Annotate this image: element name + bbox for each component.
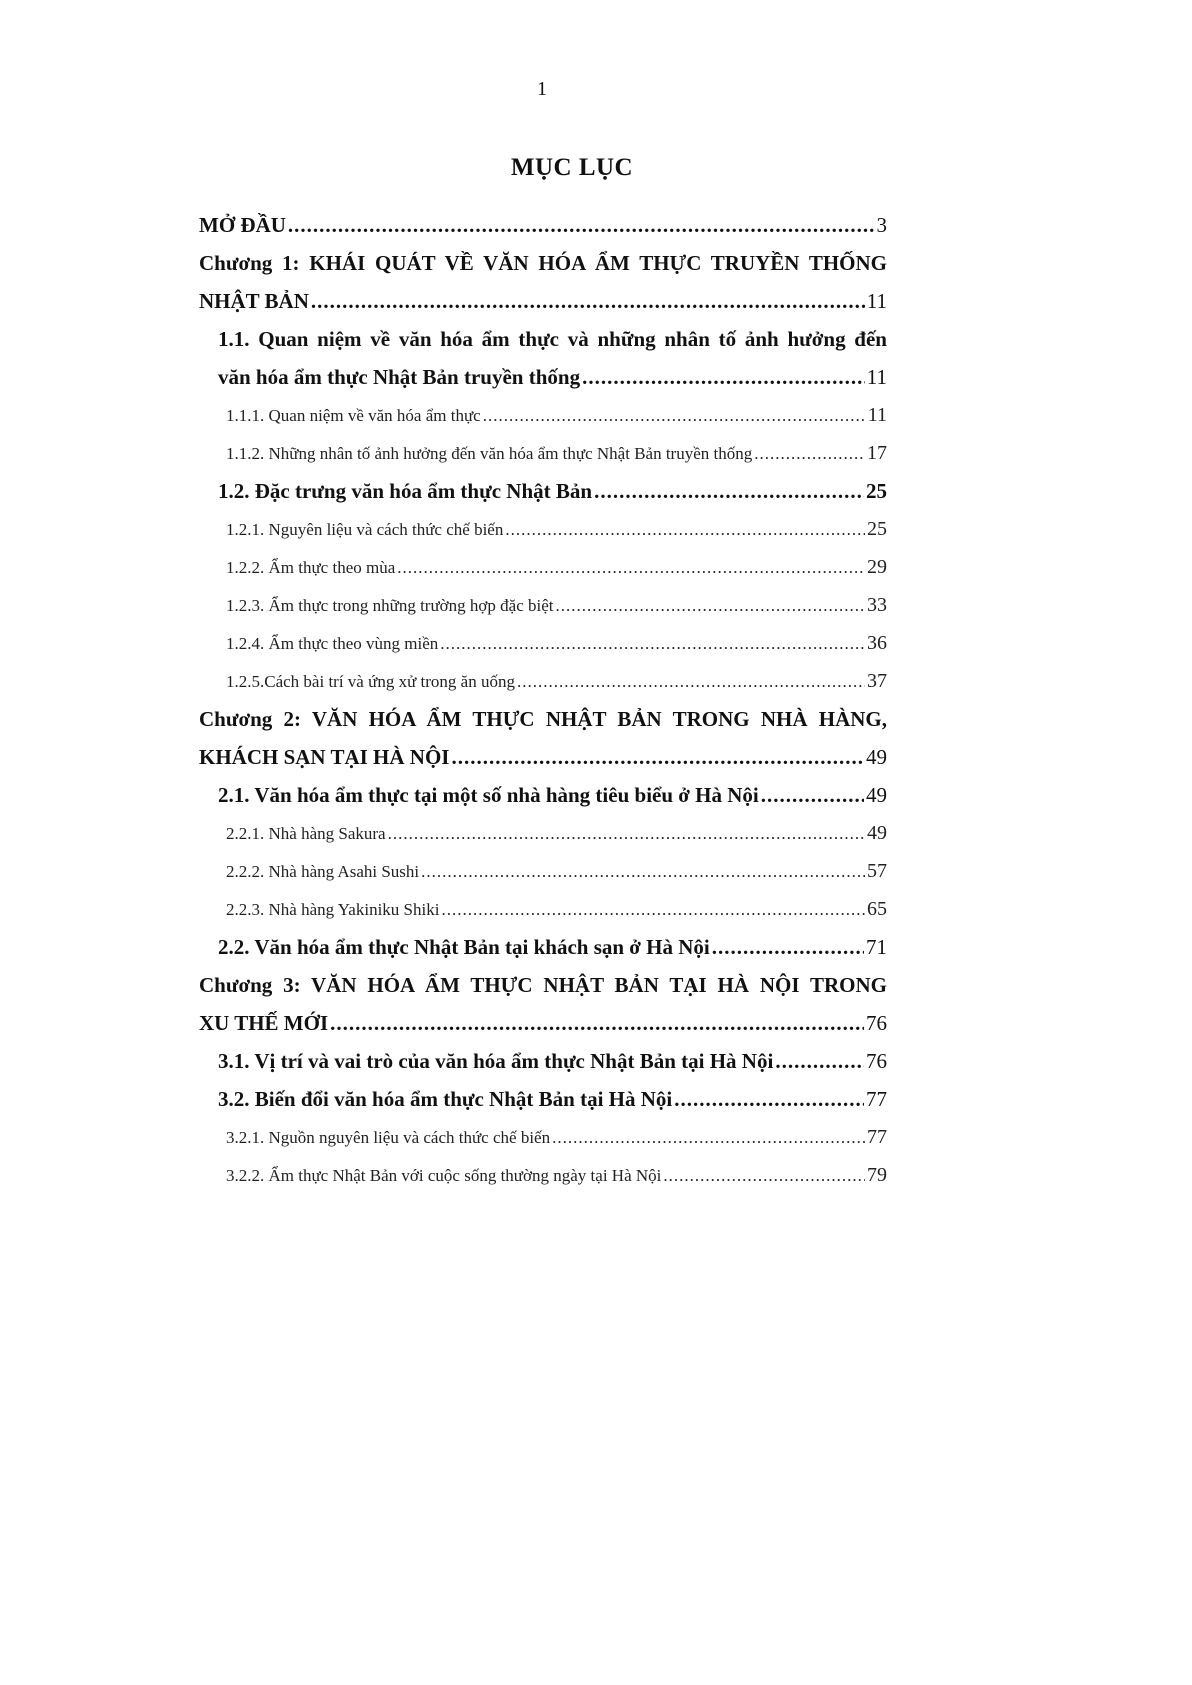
toc-entry-page-number: 49 [867, 822, 887, 844]
dot-leader [552, 1119, 865, 1157]
toc-entry-title-line: Chương 1: KHÁI QUÁT VỀ VĂN HÓA ẨM THỰC TRUYỀN THỐNG [199, 251, 887, 275]
toc-entry-page-number: 49 [866, 783, 887, 807]
toc-entry[interactable] [199, 586, 887, 624]
toc-entry-line [226, 548, 887, 586]
table-of-contents [199, 206, 887, 1194]
toc-entry-line [226, 586, 887, 624]
toc-entry-title-line: Chương 3: VĂN HÓA ẨM THỰC NHẬT BẢN TẠI HÀ NỘI TRONG [199, 973, 887, 997]
page-number: 1 [537, 78, 547, 100]
toc-entry[interactable] [199, 1156, 887, 1194]
toc-entry[interactable] [199, 1118, 887, 1156]
toc-entry-title: 1.2.1. Nguyên liệu và cách thức chế biến [226, 520, 504, 539]
toc-entry-line [226, 662, 887, 700]
toc-entry[interactable] [199, 434, 887, 472]
toc-entry-page-number: 11 [867, 404, 887, 426]
toc-entry-page-number: 11 [866, 365, 887, 389]
dot-leader [775, 1042, 864, 1080]
toc-entry[interactable] [199, 662, 887, 700]
toc-entry-page-number: 76 [866, 1049, 887, 1073]
toc-entry-page-number: 17 [867, 442, 887, 464]
toc-entry-page-number: 71 [866, 935, 887, 959]
dot-leader [330, 1004, 864, 1042]
toc-entry-title: 1.2.4. Ẩm thực theo vùng miền [226, 634, 439, 653]
dot-leader [754, 435, 865, 473]
toc-title: MỤC LỤC [510, 154, 634, 181]
toc-entry[interactable] [199, 890, 887, 928]
toc-entry-line [218, 1042, 887, 1080]
toc-entry-title: văn hóa ẩm thực Nhật Bản truyền thống [218, 365, 581, 389]
toc-entry-line [226, 1118, 887, 1156]
toc-entry-line [199, 282, 887, 320]
toc-entry-title: 2.2.1. Nhà hàng Sakura [226, 824, 386, 843]
dot-leader [421, 853, 865, 891]
toc-entry-title: 1.2. Đặc trưng văn hóa ẩm thực Nhật Bản [218, 479, 593, 503]
toc-entry-line [199, 738, 887, 776]
toc-entry[interactable] [199, 396, 887, 434]
toc-entry-title: 2.2. Văn hóa ẩm thực Nhật Bản tại khách sạn ở Hà Nội [218, 935, 710, 959]
toc-entry-line [226, 434, 887, 472]
toc-entry-page-number: 33 [867, 594, 887, 616]
toc-entry-page-number: 36 [867, 632, 887, 654]
dot-leader [761, 776, 864, 814]
toc-entry-title: 3.1. Vị trí và vai trò của văn hóa ẩm thực Nhật Bản tại Hà Nội [218, 1049, 774, 1073]
toc-entry-title: 2.2.2. Nhà hàng Asahi Sushi [226, 862, 420, 881]
dot-leader [288, 206, 875, 244]
toc-entry[interactable] [199, 320, 887, 396]
toc-entry-line [226, 510, 887, 548]
toc-entry-line [226, 396, 887, 434]
toc-entry-page-number: 77 [867, 1126, 887, 1148]
toc-entry-title: 1.1.2. Những nhân tố ảnh hưởng đến văn hóa ẩm thực Nhật Bản truyền thống [226, 444, 753, 463]
toc-entry[interactable] [199, 510, 887, 548]
toc-entry-page-number: 65 [867, 898, 887, 920]
dot-leader [663, 1157, 865, 1195]
dot-leader [582, 358, 865, 396]
toc-entry-page-number: 57 [867, 860, 887, 882]
toc-entry[interactable] [199, 624, 887, 662]
dot-leader [556, 587, 866, 625]
toc-entry-title: KHÁCH SẠN TẠI HÀ NỘI [199, 745, 450, 769]
toc-entry-line [218, 1080, 887, 1118]
toc-entry[interactable] [199, 1080, 887, 1118]
dot-leader [388, 815, 865, 853]
toc-entry[interactable] [199, 852, 887, 890]
dot-leader [483, 397, 866, 435]
toc-entry[interactable] [199, 814, 887, 852]
toc-entry-line [218, 928, 887, 966]
toc-entry-page-number: 25 [866, 479, 887, 503]
toc-entry[interactable] [199, 206, 887, 244]
toc-entry-title: 1.1.1. Quan niệm về văn hóa ẩm thực [226, 406, 481, 425]
toc-entry-line [226, 890, 887, 928]
dot-leader [674, 1080, 864, 1118]
toc-entry-title: 3.2.2. Ẩm thực Nhật Bản với cuộc sống thường ngày tại Hà Nội [226, 1166, 662, 1185]
toc-entry-line [218, 472, 887, 510]
toc-entry[interactable] [199, 928, 887, 966]
toc-entry[interactable] [199, 700, 887, 776]
toc-entry[interactable] [199, 776, 887, 814]
toc-entry-line [226, 814, 887, 852]
toc-entry-page-number: 25 [867, 518, 887, 540]
toc-entry-title: MỞ ĐẦU [199, 213, 286, 237]
toc-entry-title: 3.2.1. Nguồn nguyên liệu và cách thức chế biến [226, 1128, 551, 1147]
toc-entry-page-number: 49 [866, 745, 887, 769]
dot-leader [451, 738, 864, 776]
dot-leader [311, 282, 865, 320]
dot-leader [505, 511, 865, 549]
toc-entry-line [226, 852, 887, 890]
toc-entry-title: NHẬT BẢN [199, 289, 309, 313]
toc-entry[interactable] [199, 244, 887, 320]
toc-entry[interactable] [199, 966, 887, 1042]
toc-entry-page-number: 77 [866, 1087, 887, 1111]
toc-entry-page-number: 3 [876, 213, 887, 237]
dot-leader [397, 549, 865, 587]
toc-entry-title-line: 1.1. Quan niệm về văn hóa ẩm thực và những nhân tố ảnh hưởng đến [218, 327, 887, 351]
toc-entry-page-number: 29 [867, 556, 887, 578]
toc-entry-page-number: 76 [866, 1011, 887, 1035]
toc-entry-page-number: 37 [867, 670, 887, 692]
toc-entry-title: 1.2.3. Ẩm thực trong những trường hợp đặc biệt [226, 596, 554, 615]
toc-entry-title: 3.2. Biến đổi văn hóa ẩm thực Nhật Bản tại Hà Nội [218, 1087, 673, 1111]
dot-leader [517, 663, 865, 701]
toc-entry-page-number: 11 [866, 289, 887, 313]
toc-entry-line [218, 776, 887, 814]
toc-entry[interactable] [199, 548, 887, 586]
toc-entry-line [218, 358, 887, 396]
dot-leader [712, 928, 864, 966]
toc-entry-title: 2.1. Văn hóa ẩm thực tại một số nhà hàng tiêu biểu ở Hà Nội [218, 783, 759, 807]
toc-entry-title-line: Chương 2: VĂN HÓA ẨM THỰC NHẬT BẢN TRONG NHÀ HÀNG, [199, 707, 887, 731]
toc-entry-line [199, 1004, 887, 1042]
toc-entry-title: 1.2.5.Cách bài trí và ứng xử trong ăn uống [226, 672, 515, 691]
toc-entry-line [226, 1156, 887, 1194]
toc-entry-title: 1.2.2. Ẩm thực theo mùa [226, 558, 396, 577]
toc-entry-title: XU THẾ MỚI [199, 1011, 329, 1035]
toc-entry[interactable] [199, 1042, 887, 1080]
toc-entry-page-number: 79 [867, 1164, 887, 1186]
toc-entry[interactable] [199, 472, 887, 510]
toc-entry-line [199, 206, 887, 244]
dot-leader [441, 891, 865, 929]
dot-leader [440, 625, 865, 663]
toc-entry-line [226, 624, 887, 662]
toc-entry-title: 2.2.3. Nhà hàng Yakiniku Shiki [226, 900, 440, 919]
dot-leader [594, 472, 864, 510]
